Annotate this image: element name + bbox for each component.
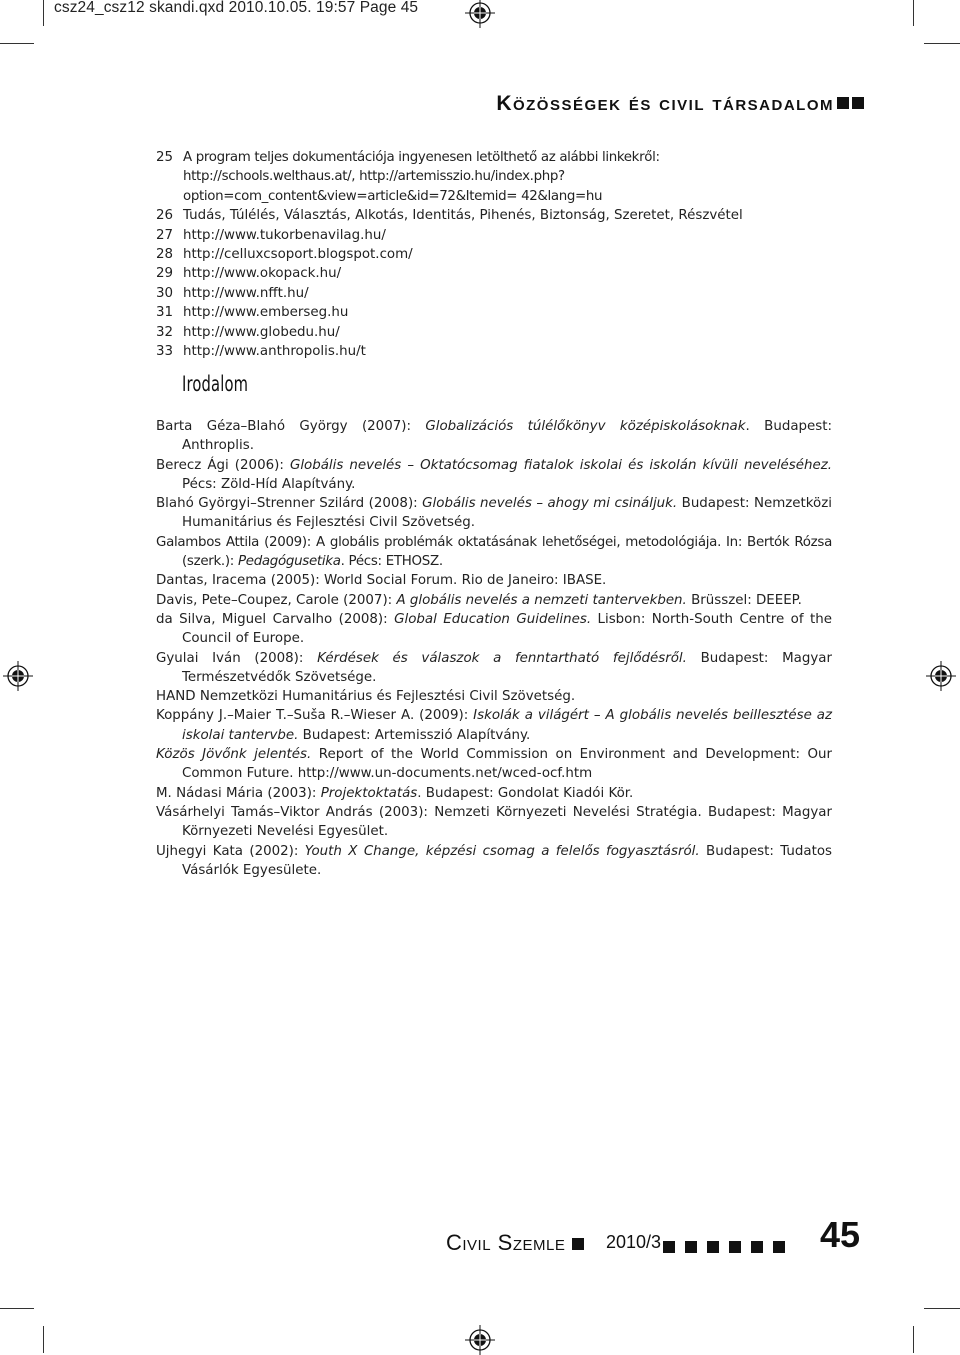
reference-author: M. Nádasi Mária (2003): bbox=[156, 785, 321, 801]
registration-mark-icon bbox=[926, 661, 956, 691]
endnotes-list bbox=[156, 148, 832, 361]
reference-title: Közös Jövőnk jelentés. bbox=[156, 747, 312, 763]
reference-publisher: Brüsszel: DEEEP. bbox=[686, 592, 802, 608]
endnote bbox=[156, 206, 832, 225]
endnote-text: http://www.nfft.hu/ bbox=[183, 285, 309, 301]
endnote bbox=[156, 148, 832, 206]
reference-entry bbox=[156, 706, 832, 745]
reference-entry bbox=[156, 784, 832, 803]
reference-publisher: . Pécs: ETHOSZ. bbox=[340, 554, 443, 570]
endnote-number: 31 bbox=[156, 305, 174, 321]
endnote bbox=[156, 226, 832, 245]
reference-entry bbox=[156, 571, 832, 590]
reference-title: Globális nevelés – Oktatócsomag fiatalok iskolai és iskolán kívüli neveléséhez. bbox=[289, 457, 833, 473]
square-bullet-icon bbox=[751, 1241, 763, 1253]
crop-mark-top-right-h bbox=[924, 43, 960, 44]
reference-author: Berecz Ági (2006): bbox=[156, 457, 290, 473]
file-slug: csz24_csz12 skandi.qxd 2010.10.05. 19:57 Page 45 bbox=[54, 0, 419, 16]
page-footer bbox=[446, 1214, 866, 1260]
page-number: 45 bbox=[819, 1214, 860, 1255]
endnote-text: A program teljes dokumentációja ingyenesen letölthető az alábbi linkekről: http://schools.welthaus.at/, http://artemisszio.hu/index.php?option=com_content&view=article&id=72&Itemid= 42&lang=hu bbox=[183, 150, 660, 204]
endnote-number: 28 bbox=[156, 247, 174, 263]
reference-title: Global Education Guidelines. bbox=[394, 611, 592, 627]
endnote bbox=[156, 342, 832, 361]
endnote-text: http://www.anthropolis.hu/t bbox=[183, 344, 366, 360]
crop-mark-bottom-left-v bbox=[43, 1326, 44, 1353]
running-header-text: Közösségek és civil társadalom bbox=[496, 92, 834, 115]
reference-author: Vásárhelyi Tamás–Viktor András (2003): Nemzeti Környezeti Nevelési Stratégia. Budapest: Magyar Környezeti Nevelési Egyesület. bbox=[156, 804, 832, 840]
endnote-text: http://www.emberseg.hu bbox=[183, 305, 349, 321]
endnote-number: 27 bbox=[156, 227, 174, 243]
endnote-number: 33 bbox=[156, 344, 174, 360]
reference-publisher: . Budapest: Gondolat Kiadói Kör. bbox=[417, 785, 634, 801]
reference-entry bbox=[156, 842, 832, 881]
reference-publisher: Pécs: Zöld-Híd Alapítvány. bbox=[182, 476, 356, 492]
running-header bbox=[496, 92, 864, 116]
crop-mark-bottom-right-v bbox=[913, 1326, 914, 1353]
endnote-text: http://www.tukorbenavilag.hu/ bbox=[183, 227, 386, 243]
section-heading: Irodalom bbox=[182, 372, 249, 396]
reference-author: Dantas, Iracema (2005): World Social Forum. Rio de Janeiro: IBASE. bbox=[156, 573, 607, 589]
reference-entry bbox=[156, 803, 832, 842]
magazine-name bbox=[446, 1230, 584, 1256]
reference-title: Pedagógusetika bbox=[237, 554, 341, 570]
square-bullet-icon bbox=[663, 1241, 675, 1253]
reference-author: da Silva, Miguel Carvalho (2008): bbox=[156, 611, 395, 627]
reference-author: Blahó Györgyi–Strenner Szilárd (2008): bbox=[156, 496, 423, 512]
decorative-squares bbox=[663, 1238, 795, 1257]
references-list bbox=[156, 417, 832, 880]
reference-author: Gyulai Iván (2008): bbox=[156, 650, 318, 666]
reference-entry bbox=[156, 745, 832, 784]
magazine-name-text: Civil Szemle bbox=[446, 1230, 566, 1255]
endnote-text: http://www.okopack.hu/ bbox=[183, 266, 342, 282]
reference-author: Ujhegyi Kata (2002): bbox=[156, 843, 305, 859]
endnote bbox=[156, 323, 832, 342]
reference-entry bbox=[156, 456, 832, 495]
endnote bbox=[156, 245, 832, 264]
reference-author: HAND Nemzetközi Humanitárius és Fejlesztési Civil Szövetség. bbox=[156, 689, 576, 705]
reference-publisher: Budapest: Magyar Természetvédők Szövetsége. bbox=[182, 650, 833, 685]
reference-author: Koppány J.–Maier T.–Suša R.–Wieser A. (2009): bbox=[156, 708, 474, 724]
endnote-text: Tudás, Túlélés, Választás, Alkotás, Identitás, Pihenés, Biztonság, Szeretet, Részvétel bbox=[183, 208, 743, 224]
crop-mark-top-right-v bbox=[913, 0, 914, 26]
reference-publisher: Lisbon: North-South Centre of the Council of Europe. bbox=[182, 611, 832, 647]
crop-mark-bottom-right-h bbox=[924, 1308, 960, 1309]
reference-title: A globális nevelés a nemzeti tantervekben. bbox=[396, 592, 687, 608]
reference-author: Galambos Attila (2009): A globális problémák oktatásának lehetőségei, metodológiája. In: Bertók Rózsa (szerk.): bbox=[156, 534, 832, 570]
reference-title: Globális nevelés – ahogy mi csináljuk. bbox=[422, 496, 678, 512]
reference-entry bbox=[156, 417, 832, 456]
reference-entry bbox=[156, 610, 832, 649]
reference-entry bbox=[156, 687, 832, 706]
endnote-number: 26 bbox=[156, 208, 174, 224]
endnote bbox=[156, 264, 832, 283]
registration-mark-icon bbox=[465, 1325, 495, 1355]
crop-mark-top-left-h bbox=[0, 43, 34, 44]
square-bullet-icon bbox=[729, 1241, 741, 1253]
square-bullet-icon bbox=[572, 1238, 584, 1250]
endnote bbox=[156, 303, 832, 322]
crop-mark-top-left-v bbox=[43, 0, 44, 26]
crop-mark-bottom-left-h bbox=[0, 1308, 34, 1309]
reference-entry bbox=[156, 591, 832, 610]
reference-entry bbox=[156, 649, 832, 688]
reference-entry bbox=[156, 533, 832, 572]
reference-author: Barta Géza–Blahó György (2007): bbox=[156, 419, 426, 434]
reference-title: Globalizációs túlélőkönyv középiskolásoknak bbox=[425, 419, 746, 434]
endnote-number: 29 bbox=[156, 266, 174, 282]
reference-entry bbox=[156, 494, 832, 533]
square-bullet-icon bbox=[852, 97, 864, 109]
square-bullet-icon bbox=[773, 1241, 785, 1253]
square-bullet-icon bbox=[707, 1241, 719, 1253]
reference-title: Iskolák a világért – A globális nevelés beillesztése az iskolai tantervbe. bbox=[182, 708, 833, 743]
endnote-number: 25 bbox=[156, 150, 174, 165]
endnote-text: http://celluxcsoport.blogspot.com/ bbox=[183, 247, 413, 263]
reference-publisher: . Budapest: Anthroplis. bbox=[182, 419, 832, 454]
reference-publisher: Budapest: Tudatos Vásárlók Egyesülete. bbox=[182, 843, 833, 878]
endnote bbox=[156, 284, 832, 303]
reference-title: Projektoktatás bbox=[320, 785, 418, 801]
reference-publisher: Report of the World Commission on Environment and Development: Our Common Future. http://www.un-documents.net/wced-ocf.htm bbox=[182, 747, 832, 782]
reference-publisher: Budapest: Artemisszió Alapítvány. bbox=[298, 727, 531, 743]
square-bullet-icon bbox=[837, 97, 849, 109]
square-bullet-icon bbox=[685, 1241, 697, 1253]
reference-title: Kérdések és válaszok a fenntartható fejlődésről. bbox=[317, 650, 687, 666]
reference-publisher: Budapest: Nemzetközi Humanitárius és Fejlesztési Civil Szövetség. bbox=[182, 496, 832, 531]
endnote-number: 32 bbox=[156, 324, 174, 340]
endnote-number: 30 bbox=[156, 285, 174, 301]
endnote-text: http://www.globedu.hu/ bbox=[183, 324, 340, 340]
reference-title: Youth X Change, képzési csomag a felelős fogyasztásról. bbox=[304, 843, 700, 859]
reference-author: Davis, Pete–Coupez, Carole (2007): bbox=[156, 592, 397, 608]
registration-mark-icon bbox=[3, 661, 33, 691]
registration-mark-icon bbox=[465, 0, 495, 28]
issue-number: 2010/3 bbox=[606, 1232, 662, 1252]
